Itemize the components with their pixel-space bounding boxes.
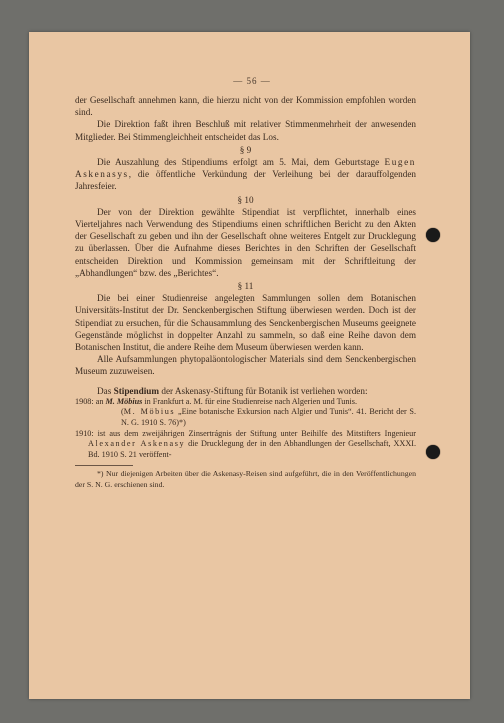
person-name: Eugen Askenasys [75, 157, 416, 180]
footnote: *) Nur diejenigen Arbeiten über die Askenasy-Reisen sind aufgeführt, die in den Veröffentlichungen der S. N. G. erschienen sind. [75, 469, 416, 489]
page-number: — 56 — [233, 76, 271, 86]
section-9-text: Die Auszahlung des Stipendiums erfolgt am 5. Mai, dem Geburtstage Eugen Askenasys, die öffentliche Verkündung der Verleihung bei der darauffolgenden Jahresfeier. [75, 157, 416, 192]
paragraph-vote: Die Direktion faßt ihren Beschluß mit relativer Stimmenmehrheit der anwesenden Mitglieder. Bei Stimmengleichheit entscheidet das Los. [75, 119, 416, 142]
page-body [75, 94, 416, 490]
section-11-text-2: Alle Aufsammlungen phytopaläontologischer Materials sind dem Senckenbergischen Museum zuzuweisen. [75, 354, 416, 377]
section-heading-10: § 10 [237, 194, 254, 205]
paragraph-continuation: der Gesellschaft annehmen kann, die hierzu nicht von der Kommission empfohlen worden sind. [75, 95, 416, 118]
section-10-text: Der von der Direktion gewählte Stipendiat ist verpflichtet, innerhalb eines Vierteljahres nach Verwendung des Stipendiums einen schriftlichen Bericht zu den Akten der Gesellschaft zu geben und ihn der Gesellschaft ohne weiteres Entgelt zur Drucklegung zu überlassen. Über die Aufnahme dieses Berichtes in den Schriften der Gesellschaft entscheiden Direktion und Kommission gemeinsam mit der Schriftleitung der „Abhandlungen“ bzw. des „Berichtes“. [75, 206, 416, 278]
award-reference-1908: (M. Möbius „Eine botanische Exkursion nach Algier und Tunis“. 41. Bericht der S. N. G. 1910 S. 76)*) [121, 407, 417, 428]
section-11-text: Die bei einer Studienreise angelegten Sammlungen sollen dem Botanischen Universitäts-Institut der Dr. Senckenbergischen Stiftung überwiesen werden. Doch ist der Stipendiat zu ersuchen, für die Schausammlung des Senckenbergischen Museums geeignete Gegenstände möglichst in doppelter Anzahl zu sammeln, so daß eine Reihe davon dem Botanischen Institut, die andere Reihe dem Museum überwiesen werden kann. [75, 293, 416, 353]
award-entry-1910: 1910: ist aus dem zweijährigen Zinsertrágnis der Stiftung unter Beihilfe des Mitstifters Ingenieur Alexander Askenasy die Drucklegung der in den Abhandlungen der Gesellschaft, XXXI. Bd. 1910 S. 21 veröffent- [75, 428, 417, 459]
punch-hole-top [426, 228, 440, 242]
section-heading-9: § 9 [239, 144, 252, 155]
footnote-rule [75, 465, 133, 466]
awards-intro: Das Stipendium der Askenasy-Stiftung für Botanik ist verliehen worden: [97, 385, 368, 396]
punch-hole-bottom [426, 445, 440, 459]
award-entry-1908: 1908: an M. Möbius in Frankfurt a. M. für eine Studienreise nach Algerien und Tunis. [75, 396, 358, 406]
section-heading-11: § 11 [237, 281, 254, 292]
